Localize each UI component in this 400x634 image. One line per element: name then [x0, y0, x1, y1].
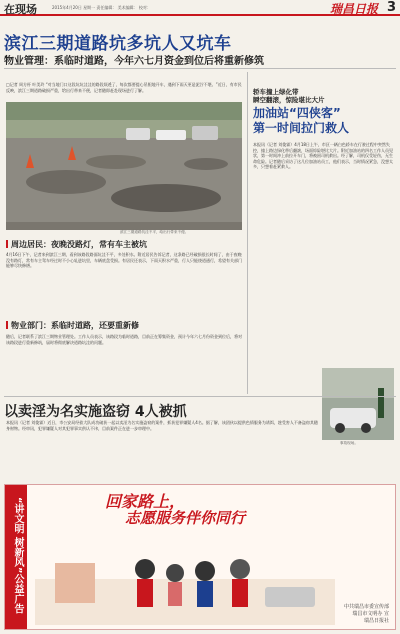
- section2-heading-text: 物业部门：系临时道路，还要重新修: [11, 321, 139, 330]
- section2-heading: [6, 320, 139, 331]
- side-headline: 加油站“四侠客” 第一时间拉门救人: [253, 106, 350, 135]
- ad-title-line2: 志愿服务伴你同行: [125, 509, 246, 527]
- section-name: 在现场: [4, 3, 37, 16]
- section1-heading-text: 周边居民：夜晚没路灯，常有车主被坑: [11, 240, 147, 249]
- side-photo-caption: 事故现场。: [340, 441, 358, 445]
- divider: [4, 396, 396, 397]
- ad-illustration: [35, 529, 335, 625]
- ad-credit: 中共瑞昌市委宣传部 瑞昌市文明办 宣 瑞昌日报社: [343, 604, 389, 624]
- heading-marker: [6, 321, 8, 329]
- edition-meta: 2015年4月20日 星期一 责任编辑： 美术编辑： 校对：: [52, 5, 151, 10]
- heading-marker: [6, 240, 8, 248]
- section1-heading: [6, 239, 147, 250]
- ad-title-line1: 回家路上，: [105, 492, 186, 511]
- bottom-headline: 以卖淫为名实施盗窃 4人被抓: [4, 404, 187, 420]
- section1-body: 4月16日下午，记者来到滨江三期，看到该路段路面坑洼不平，多处积水。附近居民告诉记者，这条路已经破损很长时间了，由于夜晚没有路灯，常有车主驾车经过时不小心轧进坑里，车辆底盘受损。有居民还表示，下雨天积水严重，行人只能绕道通行，希望有关部门能够尽快修缮。: [6, 252, 242, 269]
- side-body: 本报讯（记者 刘俊霖）4月18日上午，市区一辆白色轿车在行驶过程中突然失控，撞上路边绿化带后翻滚，场面惊险堪比大片。附近加油站的四名工作人员见状，第一时间冲上前拉开车门，将被困司机救出。经了解，司机仅受轻伤，无生命危险。记者随后采访了这几位加油站员工，他们表示，当时情况紧急，没想太多，只想着赶紧救人。: [253, 142, 393, 170]
- masthead-logo: 瑞昌日报: [329, 2, 378, 16]
- page-number: 3: [386, 0, 396, 15]
- photo-caption: 滨江三期道路坑洼不平，给出行带来不便。: [120, 230, 189, 234]
- section2-body: 随后，记者联系了滨江三期物业管理处。工作人员表示，该路段为临时道路，目前正在筹集资金，预计今年六七月份资金到位后，将对该路段进行重新修筑，届时将彻底解决道路坑洼的问题。: [6, 334, 242, 345]
- lead-headline: 滨江三期道路坑多坑人又坑车: [4, 34, 232, 54]
- road-pothole-photo: [6, 102, 242, 230]
- divider: [4, 68, 396, 69]
- column-divider: [247, 72, 248, 394]
- accident-photo: [322, 368, 394, 440]
- page-header: [0, 0, 400, 16]
- bottom-body: 本报讯（记者 刘俊霖）近日，市公安局经侦大队成功破获一起以卖淫为名实施盗窃的案件，抓获犯罪嫌疑人4名。据了解，该团伙以提供色情服务为诱饵，趁受害人不备盗窃其随身财物。经审讯，犯罪嫌疑人对其犯罪事实供认不讳，目前案件正在进一步审理中。: [6, 420, 318, 431]
- ad-side-text: “讲文明 树新风”公益广告: [12, 497, 23, 614]
- ad-side-banner: [5, 485, 27, 629]
- lead-subhead: 物业管理：系临时道路，今年六七月资金到位后将重新修筑: [4, 56, 264, 67]
- lead-intro: □记者 周方杆 叶美玲 “对当地门口这段坑坑洼洼的路段烦透了，每次都要提心吊胆地开车，遇到下雨天更是泥泞不堪。”近日，有市民反映，滨江三期道路破损严重，给出行带来不便，记者随即赶赴现场进行了解。: [6, 82, 242, 93]
- public-service-ad: [4, 484, 396, 630]
- side-kicker: 轿车撞上绿化带 瞬空翻滚，惊险堪比大片: [253, 88, 325, 104]
